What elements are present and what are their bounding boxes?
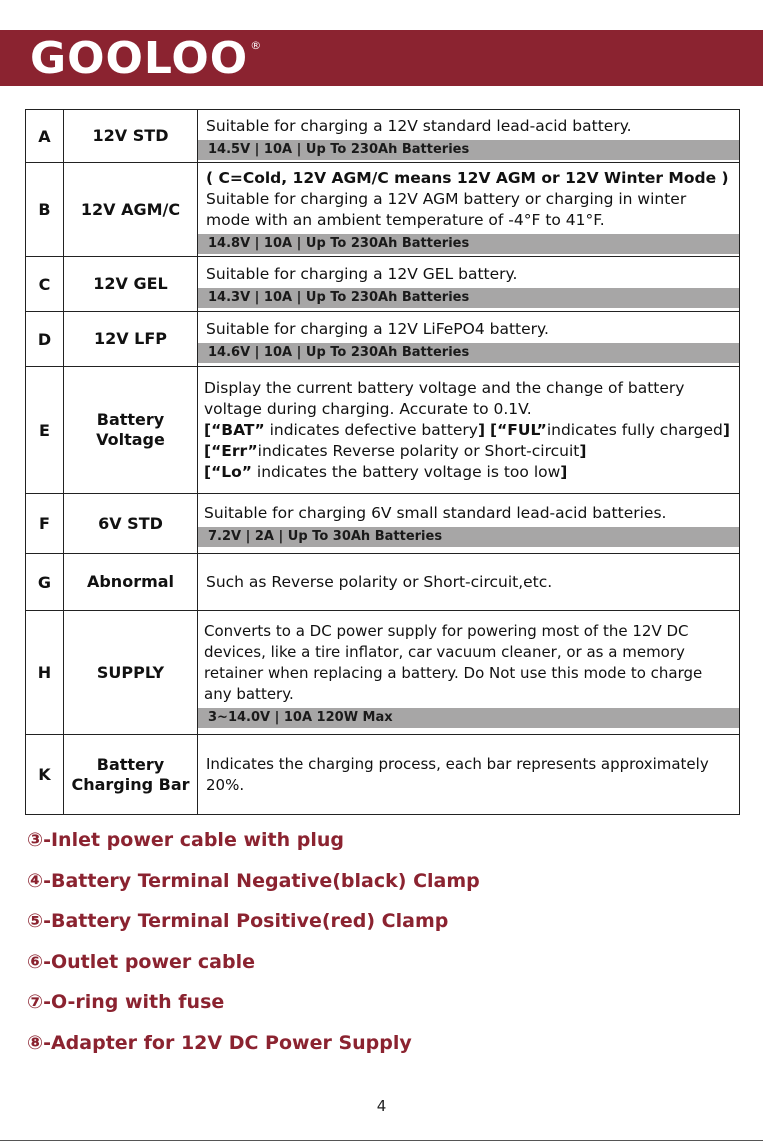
table-row	[26, 554, 740, 611]
registered-mark: ®	[250, 38, 263, 52]
description-text: Indicates the charging process, each bar represents approximately 20%.	[206, 754, 709, 794]
mode-code: G	[26, 554, 64, 611]
spec-bar: 14.5V | 10A | Up To 230Ah Batteries	[198, 140, 739, 160]
brand-name: GOOLOO	[30, 32, 249, 84]
spec-bar: 14.6V | 10A | Up To 230Ah Batteries	[198, 343, 739, 363]
mode-name: 12V AGM/C	[64, 163, 198, 257]
mode-description	[198, 163, 740, 257]
table-row	[26, 735, 740, 815]
mode-name: SUPPLY	[64, 611, 198, 735]
list-item: ⑥-Outlet power cable	[27, 950, 255, 973]
mode-name: 6V STD	[64, 494, 198, 554]
spec-bar: 14.8V | 10A | Up To 230Ah Batteries	[198, 234, 739, 254]
mode-description	[198, 312, 740, 367]
mode-code: C	[26, 257, 64, 312]
table-row	[26, 494, 740, 554]
mode-description	[198, 554, 740, 611]
footer-divider	[0, 1140, 763, 1141]
table-row	[26, 163, 740, 257]
table-row	[26, 611, 740, 735]
mode-code: B	[26, 163, 64, 257]
spec-bar: 3~14.0V | 10A 120W Max	[198, 708, 739, 728]
table-row	[26, 312, 740, 367]
mode-code: A	[26, 110, 64, 163]
mode-description	[198, 494, 740, 554]
mode-name: Battery Voltage	[64, 367, 198, 494]
mode-code: F	[26, 494, 64, 554]
description-text: Such as Reverse polarity or Short-circuit,etc.	[206, 572, 553, 591]
description-text: Suitable for charging 6V small standard lead-acid batteries.	[204, 504, 667, 522]
table-row	[26, 367, 740, 494]
description-line: Display the current battery voltage and the change of battery voltage during charging. Accurate to 0.1V.	[204, 378, 685, 418]
table-row	[26, 257, 740, 312]
spec-bar: 14.3V | 10A | Up To 230Ah Batteries	[198, 288, 739, 308]
mode-code: E	[26, 367, 64, 494]
description-text	[198, 165, 739, 234]
status-code: “BAT”	[211, 420, 265, 439]
mode-code: D	[26, 312, 64, 367]
description-text: Suitable for charging a 12V GEL battery.	[206, 264, 518, 283]
list-item: ⑧-Adapter for 12V DC Power Supply	[27, 1031, 412, 1054]
list-item: ④-Battery Terminal Negative(black) Clamp	[27, 869, 480, 892]
brand-header	[0, 30, 763, 86]
mode-note: ( C=Cold, 12V AGM/C means 12V AGM or 12V Winter Mode )	[206, 169, 729, 187]
mode-description	[198, 367, 740, 494]
mode-description	[198, 735, 740, 815]
mode-table	[25, 109, 740, 815]
mode-name: 12V STD	[64, 110, 198, 163]
description-text	[198, 375, 739, 486]
mode-code: K	[26, 735, 64, 815]
mode-name: 12V LFP	[64, 312, 198, 367]
mode-description	[198, 257, 740, 312]
status-code: “FUL”	[497, 420, 547, 439]
table-row	[26, 110, 740, 163]
mode-name: Battery Charging Bar	[64, 735, 198, 815]
list-item: ⑦-O-ring with fuse	[27, 991, 225, 1014]
mode-code: H	[26, 611, 64, 735]
spec-bar: 7.2V | 2A | Up To 30Ah Batteries	[198, 527, 739, 547]
mode-name: 12V GEL	[64, 257, 198, 312]
mode-description	[198, 611, 740, 735]
list-item: ③-Inlet power cable with plug	[27, 829, 344, 851]
list-item: ⑤-Battery Terminal Positive(red) Clamp	[27, 910, 449, 933]
status-code: “Err”	[211, 441, 258, 460]
description-line: Suitable for charging a 12V AGM battery or charging in winter mode with an ambient temperature of -4°F to 41°F.	[206, 190, 687, 229]
mode-name: Abnormal	[64, 554, 198, 611]
mode-description	[198, 110, 740, 163]
status-code-line: [“BAT” indicates defective battery] [“FUL”indicates fully charged]	[204, 420, 730, 439]
component-list	[27, 826, 747, 1070]
description-text: Suitable for charging a 12V standard lead-acid battery.	[206, 116, 632, 135]
description-text: Suitable for charging a 12V LiFePO4 battery.	[206, 319, 549, 338]
status-code-line: [“Lo” indicates the battery voltage is too low]	[204, 462, 568, 481]
page-number: 4	[376, 1097, 387, 1115]
description-text: Converts to a DC power supply for powering most of the 12V DC devices, like a tire inflator, car vacuum cleaner, or as a memory retainer when replacing a battery. Do Not use this mode to charge any battery.	[204, 621, 703, 703]
status-code-line: [“Err”indicates Reverse polarity or Short-circuit]	[204, 441, 587, 460]
status-code: “Lo”	[211, 462, 252, 481]
brand-logo	[30, 32, 262, 84]
